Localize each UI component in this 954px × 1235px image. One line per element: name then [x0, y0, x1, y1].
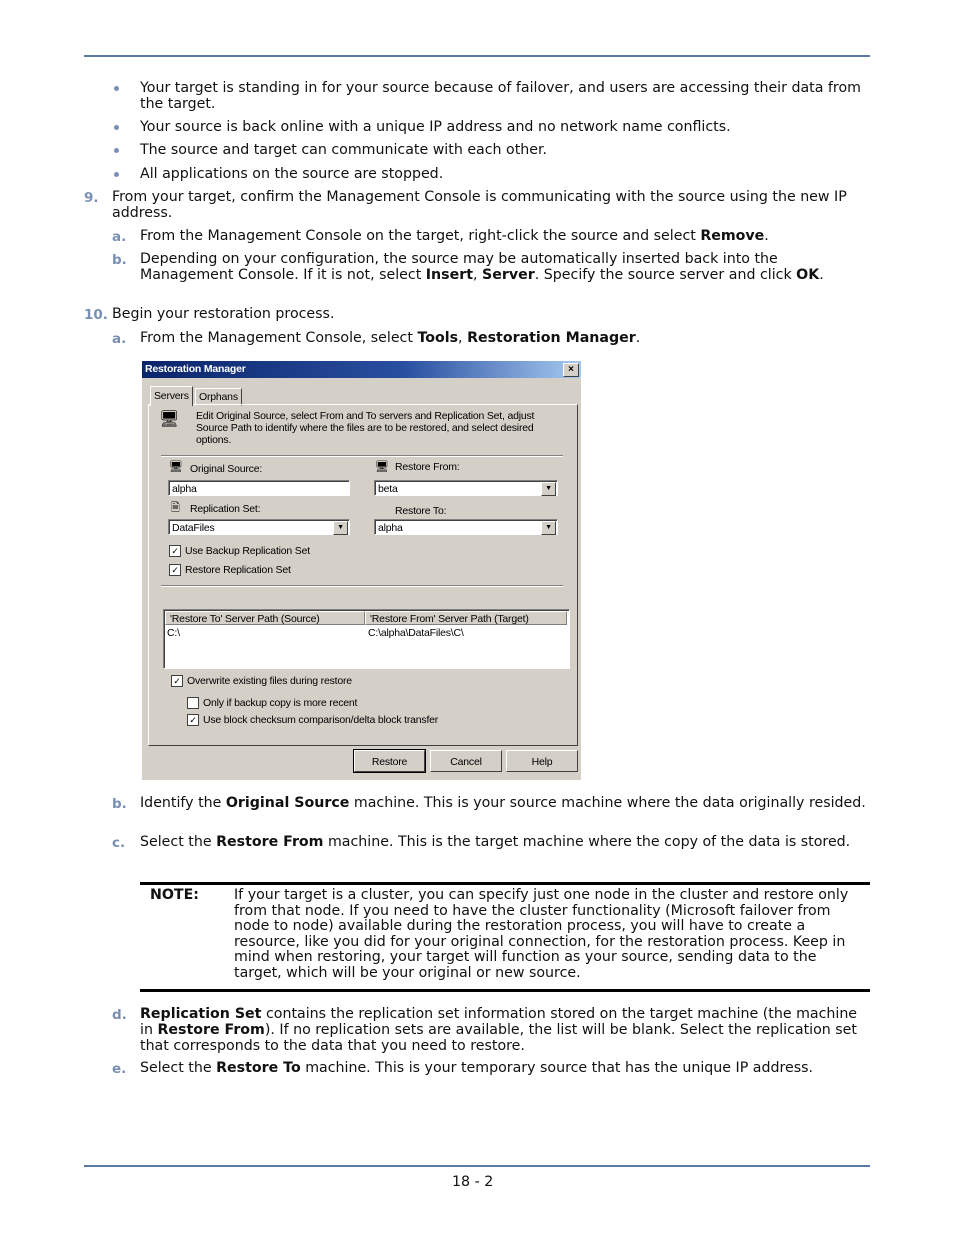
bullet-dot	[114, 172, 119, 177]
substep-text: Depending on your configuration, the source may be automatically inserted back into the Management Console. If it is not, select Insert, Server. Specify the source server and click OK.	[140, 251, 824, 283]
column-header[interactable]: 'Restore To' Server Path (Source)	[165, 611, 365, 625]
restore-to-value: alpha	[378, 522, 403, 534]
page-number: 18 - 2	[452, 1174, 494, 1190]
table-cell[interactable]: C:\alpha\DataFiles\C\	[368, 627, 464, 639]
server-icon: 🖥	[375, 461, 389, 473]
overwrite-label: Overwrite existing files during restore	[187, 675, 352, 687]
original-source-label: Original Source:	[190, 463, 263, 475]
restore-to-label: Restore To:	[395, 505, 447, 517]
substep-label: d.	[112, 1007, 127, 1023]
use-backup-checkbox[interactable]: ✓	[169, 545, 181, 557]
cancel-button[interactable]: Cancel	[430, 750, 502, 772]
divider	[161, 585, 563, 587]
substep-text: Select the Restore To machine. This is your temporary source that has the unique IP address.	[140, 1060, 814, 1076]
note-bottom-rule	[140, 989, 870, 992]
substep-text: Identify the Original Source machine. This is your source machine where the data originally resided.	[140, 795, 866, 811]
use-backup-label: Use Backup Replication Set	[185, 545, 310, 557]
only-if-backup-label: Only if backup copy is more recent	[203, 697, 358, 709]
table-cell[interactable]: C:\	[167, 627, 180, 639]
column-header[interactable]: 'Restore From' Server Path (Target)	[365, 611, 567, 625]
header-rule	[84, 55, 870, 57]
substep-label: a.	[112, 229, 127, 245]
bullet-dot	[114, 125, 119, 130]
bullet-item: All applications on the source are stopped.	[140, 166, 444, 182]
replication-set-label: Replication Set:	[190, 503, 261, 515]
bullet-dot	[114, 86, 119, 91]
footer-rule	[84, 1165, 870, 1167]
restore-replication-set-checkbox[interactable]: ✓	[169, 564, 181, 576]
only-if-backup-checkbox[interactable]	[187, 697, 199, 709]
use-block-checksum-checkbox[interactable]: ✓	[187, 714, 199, 726]
step-number: 10.	[84, 307, 108, 323]
dialog-title: Restoration Manager	[145, 363, 246, 375]
bullet-item: Your target is standing in for your source because of failover, and users are accessing their data from the target.	[140, 80, 861, 112]
tab-orphans[interactable]: Orphans	[195, 388, 242, 406]
replication-set-select[interactable]	[168, 519, 350, 535]
help-button[interactable]: Help	[506, 750, 578, 772]
tab-servers[interactable]: Servers	[150, 386, 193, 406]
restore-from-label: Restore From:	[395, 461, 460, 473]
original-source-input[interactable]: alpha	[168, 480, 350, 496]
instructions-text: Edit Original Source, select From and To servers and Replication Set, adjust Source Path to identify where the files are to be restored, and select desired options.	[196, 410, 535, 446]
restore-from-value: beta	[378, 483, 398, 495]
servers-tab-panel	[148, 404, 578, 746]
dialog-title-bar[interactable]	[142, 361, 581, 378]
server-icon: 🖥	[169, 461, 183, 473]
computer-icon: 🖥	[159, 411, 180, 428]
use-block-checksum-label: Use block checksum comparison/delta block transfer	[203, 714, 439, 726]
bullet-item: The source and target can communicate with each other.	[140, 142, 548, 158]
replication-set-icon: 🗎	[171, 502, 180, 514]
restore-to-select[interactable]	[374, 519, 558, 535]
restore-from-select[interactable]	[374, 480, 558, 496]
substep-text: From the Management Console, select Tools, Restoration Manager.	[140, 330, 641, 346]
divider	[161, 455, 563, 457]
note-text: If your target is a cluster, you can specify just one node in the cluster and restore only from that node. If you need to have the cluster functionality (Microsoft failover from node to node) available during the restoration process, you will have to create a resource, like you did for your original connection, for the restoration process. Keep in mind when restoring, your target will function as your source, sending data to the target, which will be your original or new source.	[234, 887, 849, 981]
step-number: 9.	[84, 190, 99, 206]
substep-text: Select the Restore From machine. This is the target machine where the copy of the data is stored.	[140, 834, 851, 850]
substep-label: a.	[112, 331, 127, 347]
overwrite-checkbox[interactable]: ✓	[171, 675, 183, 687]
restore-replication-set-label: Restore Replication Set	[185, 564, 291, 576]
note-label: NOTE:	[150, 887, 199, 903]
close-icon[interactable]: ×	[563, 363, 579, 377]
note-top-rule	[140, 882, 870, 885]
substep-label: b.	[112, 796, 127, 812]
step-text: Begin your restoration process.	[112, 306, 335, 322]
substep-text: From the Management Console on the target, right-click the source and select Remove.	[140, 228, 769, 244]
bullet-item: Your source is back online with a unique IP address and no network name conflicts.	[140, 119, 731, 135]
chevron-down-icon[interactable]: ▼	[541, 521, 556, 535]
step-text: From your target, confirm the Management Console is communicating with the source using the new IP address.	[112, 189, 847, 221]
chevron-down-icon[interactable]: ▼	[333, 521, 348, 535]
chevron-down-icon[interactable]: ▼	[541, 482, 556, 496]
substep-label: e.	[112, 1061, 127, 1077]
substep-text: Replication Set contains the replication set information stored on the target machine (the machine in Restore From). If no replication sets are available, the list will be blank. Select the replication set that corresponds to the data that you need to restore.	[140, 1006, 858, 1054]
substep-label: c.	[112, 835, 126, 851]
bullet-dot	[114, 148, 119, 153]
restoration-manager-dialog	[142, 361, 581, 780]
server-path-table[interactable]	[163, 609, 570, 669]
substep-label: b.	[112, 252, 127, 268]
restore-button[interactable]: Restore	[354, 750, 425, 772]
replication-set-value: DataFiles	[172, 522, 215, 534]
